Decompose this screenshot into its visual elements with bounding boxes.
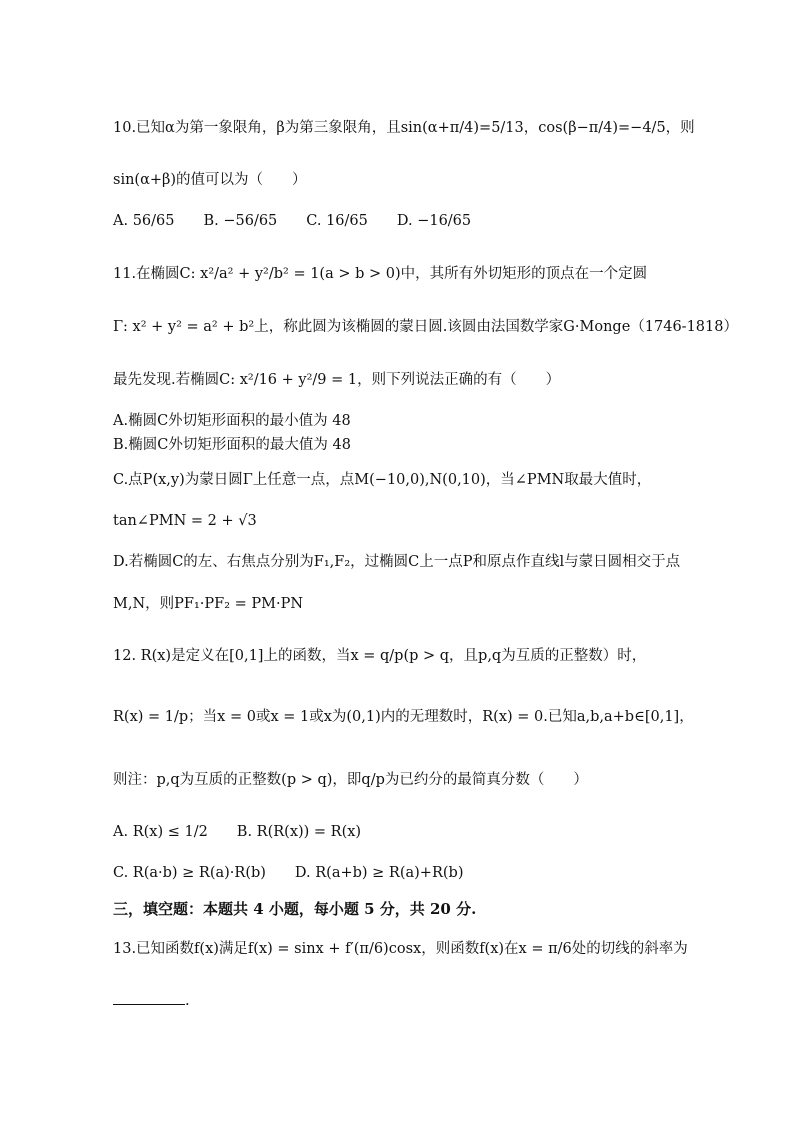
q10-stem-line-2: sin(α+β)的值可以为（ ）	[113, 172, 307, 188]
q11-option-d-line-1: D.若椭圆C的左、右焦点分别为F₁,F₂，过椭圆C上一点P和原点作直线l与蒙日圆相交于点	[113, 554, 681, 570]
q11-option-c-line-2: tan∠PMN = 2 + √3	[113, 513, 257, 529]
q12-options-cd: C. R(a·b) ≥ R(a)·R(b) D. R(a+b) ≥ R(a)+R(b)	[113, 865, 464, 881]
section-3-heading: 三，填空题：本题共 4 小题，每小题 5 分，共 20 分.	[113, 900, 477, 918]
q11-option-d-line-2: M,N，则PF₁·PF₂ = PM·PN	[113, 596, 304, 612]
q13-stem: 13.已知函数f(x)满足f(x) = sinx + f′(π/6)cosx，则函数f(x)在x = π/6处的切线的斜率为	[113, 941, 688, 957]
q11-stem-line-3: 最先发现.若椭圆C: x²/16 + y²/9 = 1，则下列说法正确的有（ ）	[113, 372, 561, 388]
q11-option-b: B.椭圆C外切矩形面积的最大值为 48	[113, 437, 351, 453]
q11-stem-line-2: Γ: x² + y² = a² + b²上，称此圆为该椭圆的蒙日圆.该圆由法国数学家G·Monge（1746-1818）	[113, 319, 738, 335]
q11-option-a: A.椭圆C外切矩形面积的最小值为 48	[113, 413, 351, 429]
q12-options-ab: A. R(x) ≤ 1/2 B. R(R(x)) = R(x)	[113, 824, 362, 840]
q11-stem-line-1: 11.在椭圆C: x²/a² + y²/b² = 1(a > b > 0)中，其所有外切矩形的顶点在一个定圆	[113, 266, 648, 282]
q13-answer-line	[113, 990, 190, 1009]
answer-blank	[113, 990, 185, 1005]
q12-stem-line-2: R(x) = 1/p；当x = 0或x = 1或x为(0,1)内的无理数时，R(x) = 0.已知a,b,a+b∈[0,1]，	[113, 709, 694, 725]
q12-stem-line-3: 则注：p,q为互质的正整数(p > q)，即q/p为已约分的最简真分数（ ）	[113, 772, 588, 788]
q10-options: A. 56/65 B. −56/65 C. 16/65 D. −16/65	[113, 213, 472, 229]
q10-stem-line-1: 10.已知α为第一象限角，β为第三象限角，且sin(α+π/4)=5/13，cos(β−π/4)=−4/5，则	[113, 120, 695, 136]
q12-stem-line-1: 12. R(x)是定义在[0,1]上的函数，当x = q/p(p > q，且p,q为互质的正整数）时，	[113, 648, 647, 664]
q13-period: .	[185, 993, 190, 1009]
q11-option-c-line-1: C.点P(x,y)为蒙日圆Γ上任意一点，点M(−10,0),N(0,10)，当∠PMN取最大值时，	[113, 472, 652, 488]
